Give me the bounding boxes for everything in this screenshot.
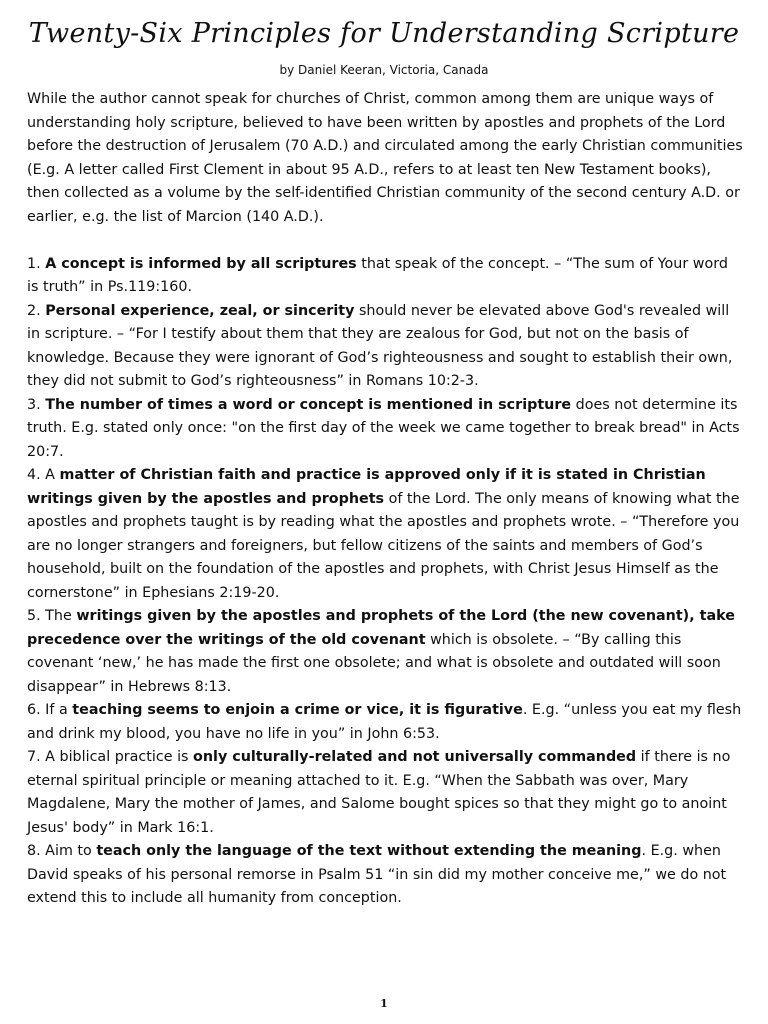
principle-explanation: that speak of the concept. – “The sum of Your word is truth” in Ps.119:160.: [27, 255, 728, 295]
document-body: [27, 88, 743, 911]
principle-prefix: 7. A biblical practice is: [27, 749, 194, 765]
intro-paragraph: While the author cannot speak for churches of Christ, common among them are unique ways of understanding holy scripture, believed to have been written by apostles and prophets of the Lord before the destruction of Jerusalem (70 A.D.) and circulated among the early Christian communities (E.g. A letter called First Clement in about 95 A.D., refers to at least ten New Testament books), then collected as a volume by the self-identified Christian community of the second century A.D. or earlier, e.g. the list of Marcion (140 A.D.).: [27, 91, 743, 225]
principle-prefix: 2.: [27, 302, 46, 319]
principle-8: [27, 840, 743, 911]
principle-3: [27, 394, 743, 465]
principle-statement: teach only the language of the text without extending the meaning: [96, 843, 642, 859]
principle-statement: matter of Christian faith and practice is approved only if it is stated in Christian writings given by the apostles and prophets: [27, 467, 706, 507]
principle-prefix: 5. The: [27, 608, 77, 624]
principle-prefix: 3.: [27, 396, 46, 413]
principle-4: [27, 464, 743, 605]
document-title: Twenty-Six Principles for Understanding Scripture: [28, 18, 740, 49]
principle-explanation: . E.g. “unless you eat my flesh and drink my blood, you have no life in you” in John 6:53.: [27, 702, 742, 742]
principle-1: [27, 253, 743, 300]
page-number: 1: [380, 997, 388, 1010]
author-byline: by Daniel Keeran, Victoria, Canada: [279, 63, 489, 77]
principle-explanation: does not determine its truth. E.g. stated only once: "on the first day of the week we came together to break bread" in Acts 20:7.: [27, 396, 740, 460]
principle-statement: only culturally-related and not universally commanded: [193, 749, 637, 765]
principle-7: [27, 746, 743, 840]
principle-6: [27, 699, 743, 746]
principle-statement: The number of times a word or concept is mentioned in scripture: [45, 396, 572, 413]
principle-statement: teaching seems to enjoin a crime or vice, it is figurative: [72, 702, 523, 718]
principle-2: [27, 300, 743, 394]
principle-explanation: . E.g. when David speaks of his personal remorse in Psalm 51 “in sin did my mother conceive me,” we do not extend this to include all humanity from conception.: [27, 843, 727, 906]
principle-explanation: if there is no eternal spiritual principle or meaning attached to it. E.g. “When the Sabbath was over, Mary Magdalene, Mary the mother of James, and Salome bought spices so that they might go to anoint Jesus' body” in Mark 16:1.: [27, 749, 731, 836]
principle-statement: A concept is informed by all scriptures: [45, 255, 357, 272]
principle-5: [27, 605, 743, 699]
principle-prefix: 6. If a: [27, 702, 73, 718]
principle-statement: writings given by the apostles and prophets of the Lord (the new covenant), take precedence over the writings of the old covenant: [27, 608, 735, 648]
principle-prefix: 8. Aim to: [27, 843, 97, 859]
principle-statement: Personal experience, zeal, or sincerity: [45, 302, 355, 319]
principle-explanation: which is obsolete. – “By calling this covenant ‘new,’ he has made the first one obsolete; and what is obsolete and outdated will soon disappear” in Hebrews 8:13.: [27, 631, 721, 695]
principle-prefix: 4. A: [27, 467, 60, 483]
principle-explanation: should never be elevated above God's revealed will in scripture. – “For I testify about them that they are zealous for God, but not on the basis of knowledge. Because they were ignorant of God’s righteousness and sought to establish their own, they did not submit to God’s righteousness” in Romans 10:2-3.: [27, 302, 733, 389]
principle-explanation: of the Lord. The only means of knowing what the apostles and prophets taught is by reading what the apostles and prophets wrote. – “Therefore you are no longer strangers and foreigners, but fellow citizens of the saints and members of God’s household, built on the foundation of the apostles and prophets, with Christ Jesus Himself as the cornerstone” in Ephesians 2:19-20.: [27, 490, 740, 601]
principle-prefix: 1.: [27, 255, 46, 272]
